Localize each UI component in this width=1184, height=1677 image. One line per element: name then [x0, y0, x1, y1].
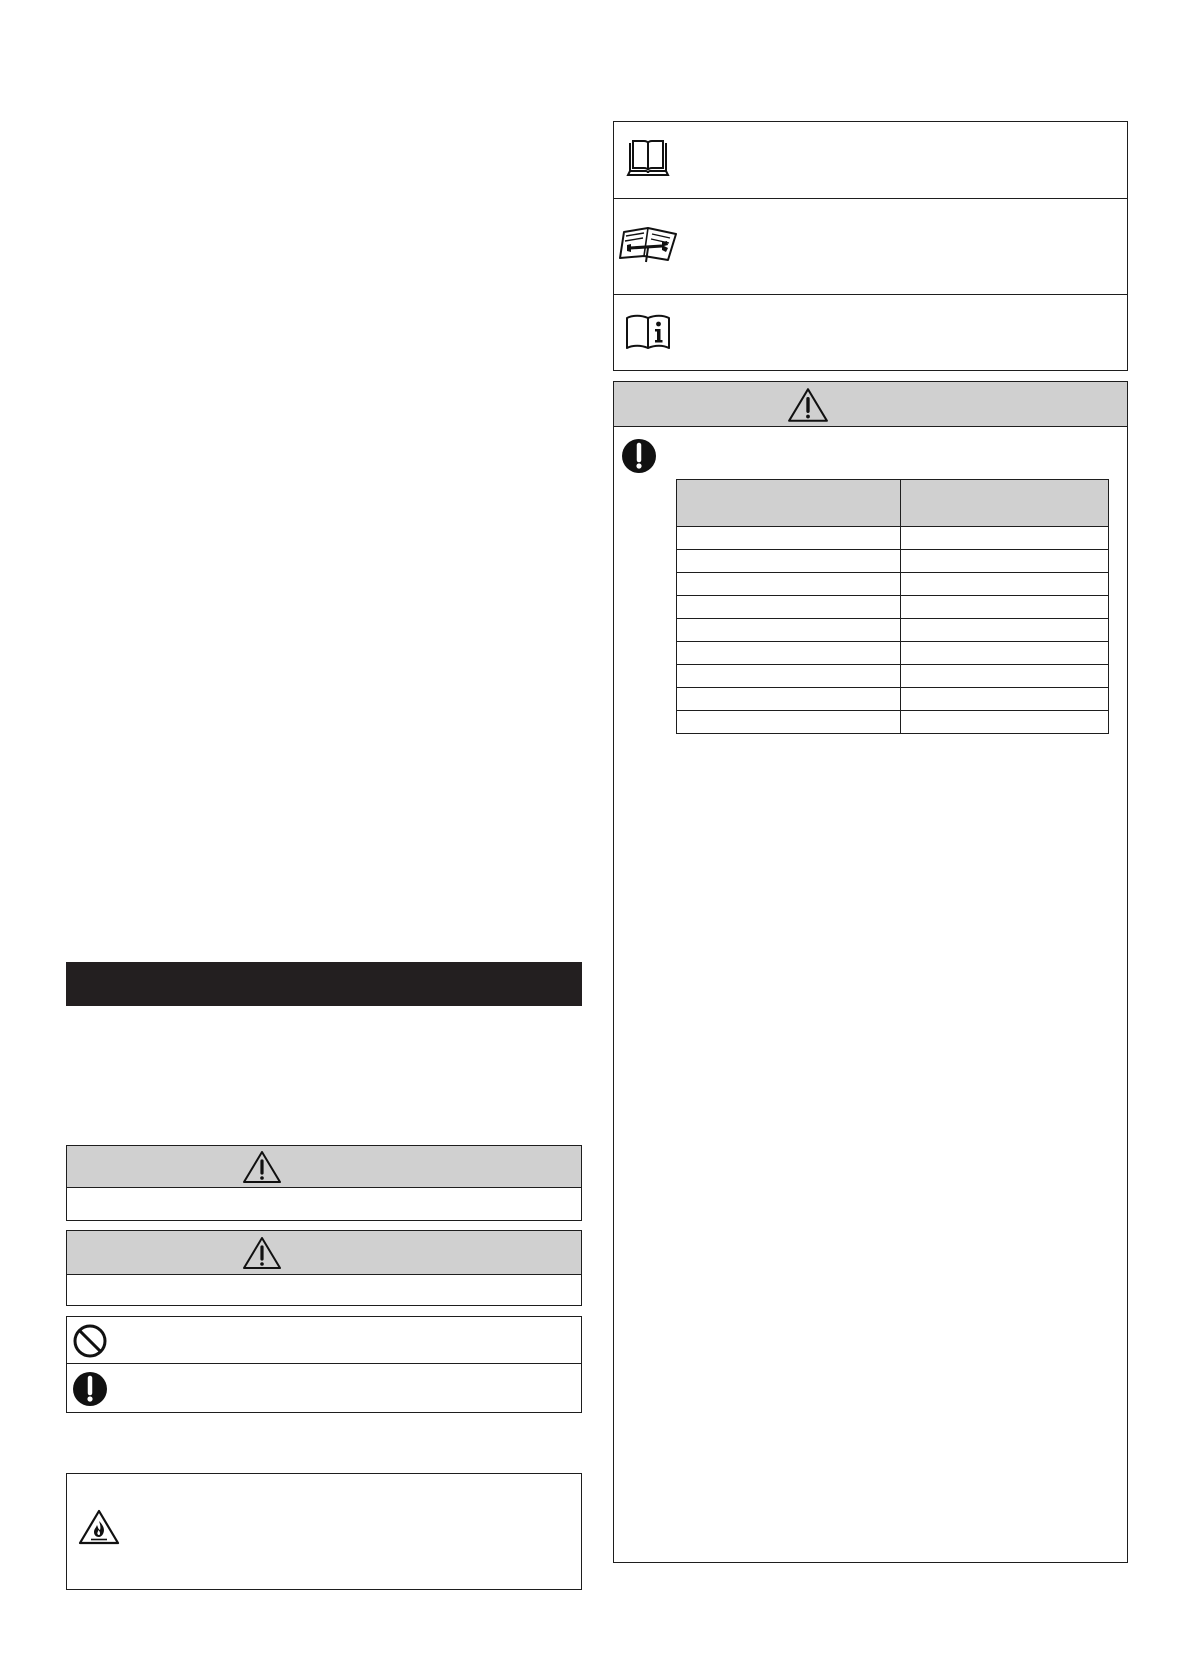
table-cell: [901, 711, 1109, 734]
table-row: [677, 711, 1109, 734]
warning-triangle-icon: [242, 1150, 282, 1184]
symbol-legend-panel: [66, 1316, 582, 1413]
table-cell: [677, 550, 901, 573]
table-cell: [901, 688, 1109, 711]
prohibition-row: [67, 1317, 581, 1363]
table-row: [677, 642, 1109, 665]
table-cell: [901, 596, 1109, 619]
manual-symbol-row-information: [614, 295, 1127, 370]
table-cell: [677, 688, 901, 711]
table-cell: [901, 573, 1109, 596]
table-header-cell: [901, 480, 1109, 527]
manual-symbol-row-operation: [614, 122, 1127, 198]
table-header-row: [677, 480, 1109, 527]
table-cell: [901, 665, 1109, 688]
table-row: [677, 550, 1109, 573]
section-heading-bar: [66, 962, 582, 1006]
table-row: [677, 527, 1109, 550]
table-row: [677, 688, 1109, 711]
table-row: [677, 619, 1109, 642]
warning-triangle-icon: [787, 387, 829, 423]
warning-triangle-icon: [242, 1236, 282, 1270]
table-cell: [677, 527, 901, 550]
information-manual-icon: [625, 312, 671, 350]
mandatory-row: [67, 1364, 581, 1412]
table-row: [677, 596, 1109, 619]
manual-symbols-panel: [613, 121, 1128, 371]
table-cell: [901, 550, 1109, 573]
table-cell: [677, 619, 901, 642]
table-cell: [677, 711, 901, 734]
table-cell: [677, 573, 901, 596]
operation-manual-icon: [626, 139, 670, 177]
warning-section-header: [614, 382, 1127, 427]
table-cell: [901, 619, 1109, 642]
reference-table: [676, 479, 1108, 733]
section-heading: [66, 975, 76, 992]
warning-panel-header: [67, 1231, 581, 1275]
exclamation-icon: [72, 1371, 108, 1407]
caution-panel-header: [67, 1146, 581, 1188]
caution-panel: [66, 1145, 582, 1221]
table-cell: [901, 527, 1109, 550]
service-manual-icon: [618, 224, 682, 264]
no-entry-icon: [72, 1323, 108, 1359]
flammable-warning-icon: [78, 1509, 120, 1545]
manual-symbol-row-service: [614, 199, 1127, 294]
flammable-panel: [66, 1473, 582, 1590]
warning-section-panel: [613, 381, 1128, 1563]
table-header-cell: [677, 480, 901, 527]
table-cell: [901, 642, 1109, 665]
warning-panel: [66, 1230, 582, 1306]
table-row: [677, 665, 1109, 688]
table-cell: [677, 665, 901, 688]
table-cell: [677, 596, 901, 619]
table-cell: [677, 642, 901, 665]
exclamation-icon: [621, 438, 657, 474]
table-row: [677, 573, 1109, 596]
